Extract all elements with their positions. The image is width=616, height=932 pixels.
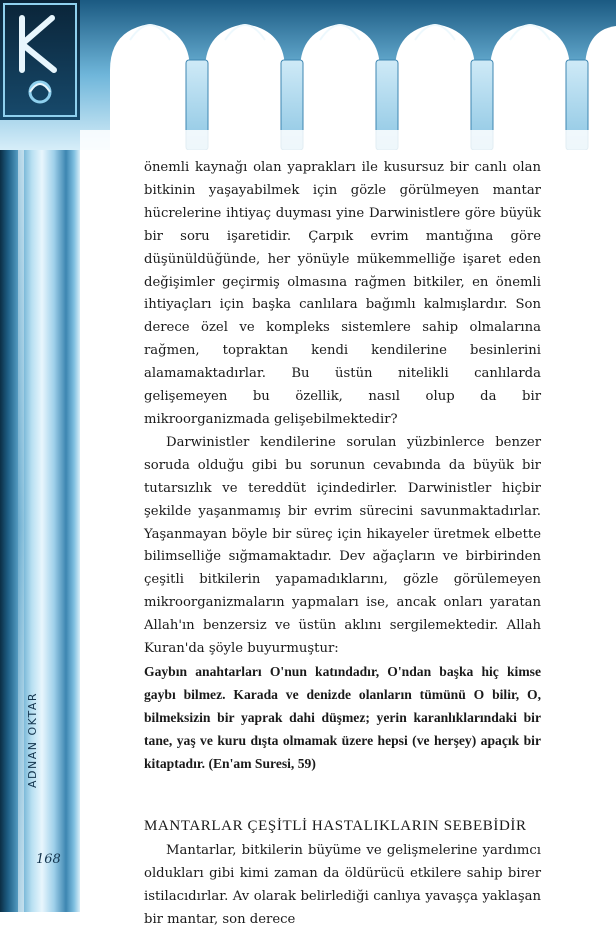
section-paragraph: Mantarlar, bitkilerin büyüme ve gelişmelerine yardımcı oldukları gibi kimi zaman da öldürücü etkilere sahip birer istilacıdırlar. Av olarak belirlediği canlıya yavaşça yaklaşan bir mantar, son derece: [144, 843, 541, 928]
ornament-logo-icon: [0, 0, 80, 120]
body-paragraph: önemli kaynağı olan yaprakları ile kusursuz bir canlı olan bitkinin yaşayabilmek için gözle görülmeyen mantar hücrelerine ihtiyaç duyması yine Darwinistlere göre büyük bir soru işaretidir. Çarpık evrim mantığına göre düşünüldüğünde, her yönüyle mükemmelliğe işaret eden değişimler geçirmiş olmasına rağmen bitkiler, en önemli ihtiyaçları için başka canlılara bağımlı kalmışlardır. Son derece özel ve kompleks sistemlere sahip olmalarına rağmen, topraktan kendi kendilerine besinlerini alamamaktadırlar. Bu üstün nitelikli canlılarda gelişemeyen bu özellik, nasıl olup da bir mikroorganizmada gelişebilmektedir?: [144, 160, 541, 427]
decorative-arches-header: [0, 0, 616, 150]
body-paragraph: Darwinistler kendilerine sorulan yüzbinlerce benzer soruda olduğu gibi bu sorunun cevabında da büyük bir tutarsızlık ve tereddüt içindedirler. Darwinistler hiçbir şekilde yaşanmamış bir evrim sürecini savunmaktadırlar. Yaşanmayan böyle bir süreç için hikayeler üretmek elbette bilimselliğe sığmamaktadır. Dev ağaçların ve birbirinden çeşitli bitkilerin yapamadıklarını, gözle görülemeyen mikroorganizmaların yapmaları ise, ancak onları yaratan Allah'ın benzersiz ve üstün aklını sergilemektedir. Allah Kuran'da şöyle buyurmuştur:: [144, 434, 541, 657]
author-name: ADNAN OKTAR: [26, 691, 39, 788]
section-title: MANTARLAR ÇEŞİTLİ HASTALIKLARIN SEBEBİDİR: [144, 818, 527, 835]
page-number: 168: [36, 852, 61, 867]
page-body: [144, 157, 541, 932]
publisher-logo: [0, 0, 80, 120]
quran-quote: Gaybın anahtarları O'nun katındadır, O'ndan başka hiç kimse gaybı bilmez. Karada ve denizde olanların tümünü O bilir, O, bilmeksizin bir yaprak dahi düşmez; yerin karanlıklarındaki bir tane, yaş ve kuru dışta olmamak üzere hepsi (ve herşey) apaçık bir kitaptadır. (En'am Suresi, 59): [144, 663, 541, 771]
